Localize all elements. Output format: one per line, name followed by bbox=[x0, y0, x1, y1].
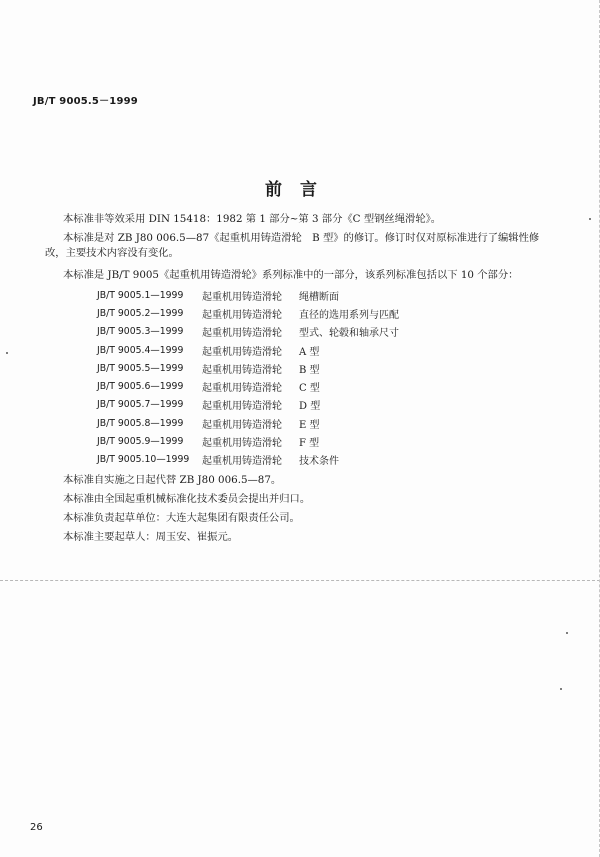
part-name: 起重机用铸造滑轮 bbox=[202, 309, 282, 321]
paragraph-proposer: 本标准由全国起重机械标准化技术委员会提出并归口。 bbox=[63, 493, 311, 505]
part-name: 起重机用铸造滑轮 bbox=[202, 419, 282, 431]
part-code: JB/T 9005.4—1999 bbox=[97, 344, 184, 356]
part-name: 起重机用铸造滑轮 bbox=[202, 364, 282, 376]
part-name: 起重机用铸造滑轮 bbox=[202, 456, 282, 468]
part-subtitle: 型式、轮毂和轴承尺寸 bbox=[299, 328, 399, 340]
part-name: 起重机用铸造滑轮 bbox=[202, 438, 282, 450]
parts-list bbox=[97, 286, 457, 469]
part-code: JB/T 9005.3—1999 bbox=[97, 326, 184, 338]
list-item bbox=[97, 414, 457, 432]
part-subtitle: 技术条件 bbox=[299, 456, 339, 468]
paragraph-series: 本标准是 JB/T 9005《起重机用铸造滑轮》系列标准中的一部分，该系列标准包括以下 10 个部分： bbox=[63, 269, 519, 281]
list-item bbox=[97, 304, 457, 322]
standard-number: JB/T 9005.5－1999 bbox=[33, 96, 138, 107]
list-item bbox=[97, 359, 457, 377]
part-code: JB/T 9005.1—1999 bbox=[97, 289, 184, 301]
part-name: 起重机用铸造滑轮 bbox=[202, 328, 282, 340]
part-code: JB/T 9005.8—1999 bbox=[97, 417, 184, 429]
paragraph-replaces: 本标准自实施之日起代替 ZB J80 006.5—87。 bbox=[63, 474, 282, 486]
page-title: 前言 bbox=[265, 180, 335, 200]
page-number: 26 bbox=[30, 822, 43, 833]
part-subtitle: F 型 bbox=[299, 438, 320, 450]
part-subtitle: B 型 bbox=[299, 364, 320, 376]
list-item bbox=[97, 341, 457, 359]
list-item bbox=[97, 323, 457, 341]
paragraph-drafting-unit: 本标准负责起草单位：大连大起集团有限责任公司。 bbox=[63, 512, 300, 524]
paragraph-revision: 本标准是对 ZB J80 006.5—87《起重机用铸造滑轮 B 型》的修订。修订时仅对原标准进行了编辑性修改，主要技术内容没有变化。 bbox=[45, 232, 540, 259]
part-subtitle: 直径的选用系列与匹配 bbox=[299, 309, 399, 321]
list-item bbox=[97, 432, 457, 450]
part-code: JB/T 9005.5—1999 bbox=[97, 362, 184, 374]
part-code: JB/T 9005.7—1999 bbox=[97, 399, 184, 411]
part-name: 起重机用铸造滑轮 bbox=[202, 383, 282, 395]
part-subtitle: E 型 bbox=[299, 419, 320, 431]
scan-speck bbox=[6, 352, 8, 354]
scan-artifact-line bbox=[0, 580, 600, 583]
scan-speck bbox=[589, 218, 591, 220]
part-code: JB/T 9005.10—1999 bbox=[97, 454, 190, 466]
part-subtitle: C 型 bbox=[299, 383, 320, 395]
part-name: 起重机用铸造滑轮 bbox=[202, 401, 282, 413]
list-item bbox=[97, 451, 457, 469]
part-code: JB/T 9005.6—1999 bbox=[97, 381, 184, 393]
part-name: 起重机用铸造滑轮 bbox=[202, 291, 282, 303]
paragraph-drafters: 本标准主要起草人：周玉安、崔振元。 bbox=[63, 531, 239, 543]
part-subtitle: A 型 bbox=[299, 346, 320, 358]
part-code: JB/T 9005.2—1999 bbox=[97, 307, 184, 319]
list-item bbox=[97, 377, 457, 395]
list-item bbox=[97, 286, 457, 304]
scan-speck bbox=[560, 688, 562, 690]
part-code: JB/T 9005.9—1999 bbox=[97, 436, 184, 448]
scan-speck bbox=[566, 632, 568, 634]
paragraph-adoption: 本标准非等效采用 DIN 15418：1982 第 1 部分~第 3 部分《C 型钢丝绳滑轮》。 bbox=[63, 213, 442, 225]
part-name: 起重机用铸造滑轮 bbox=[202, 346, 282, 358]
part-subtitle: 绳槽断面 bbox=[299, 291, 339, 303]
list-item bbox=[97, 396, 457, 414]
part-subtitle: D 型 bbox=[299, 401, 321, 413]
